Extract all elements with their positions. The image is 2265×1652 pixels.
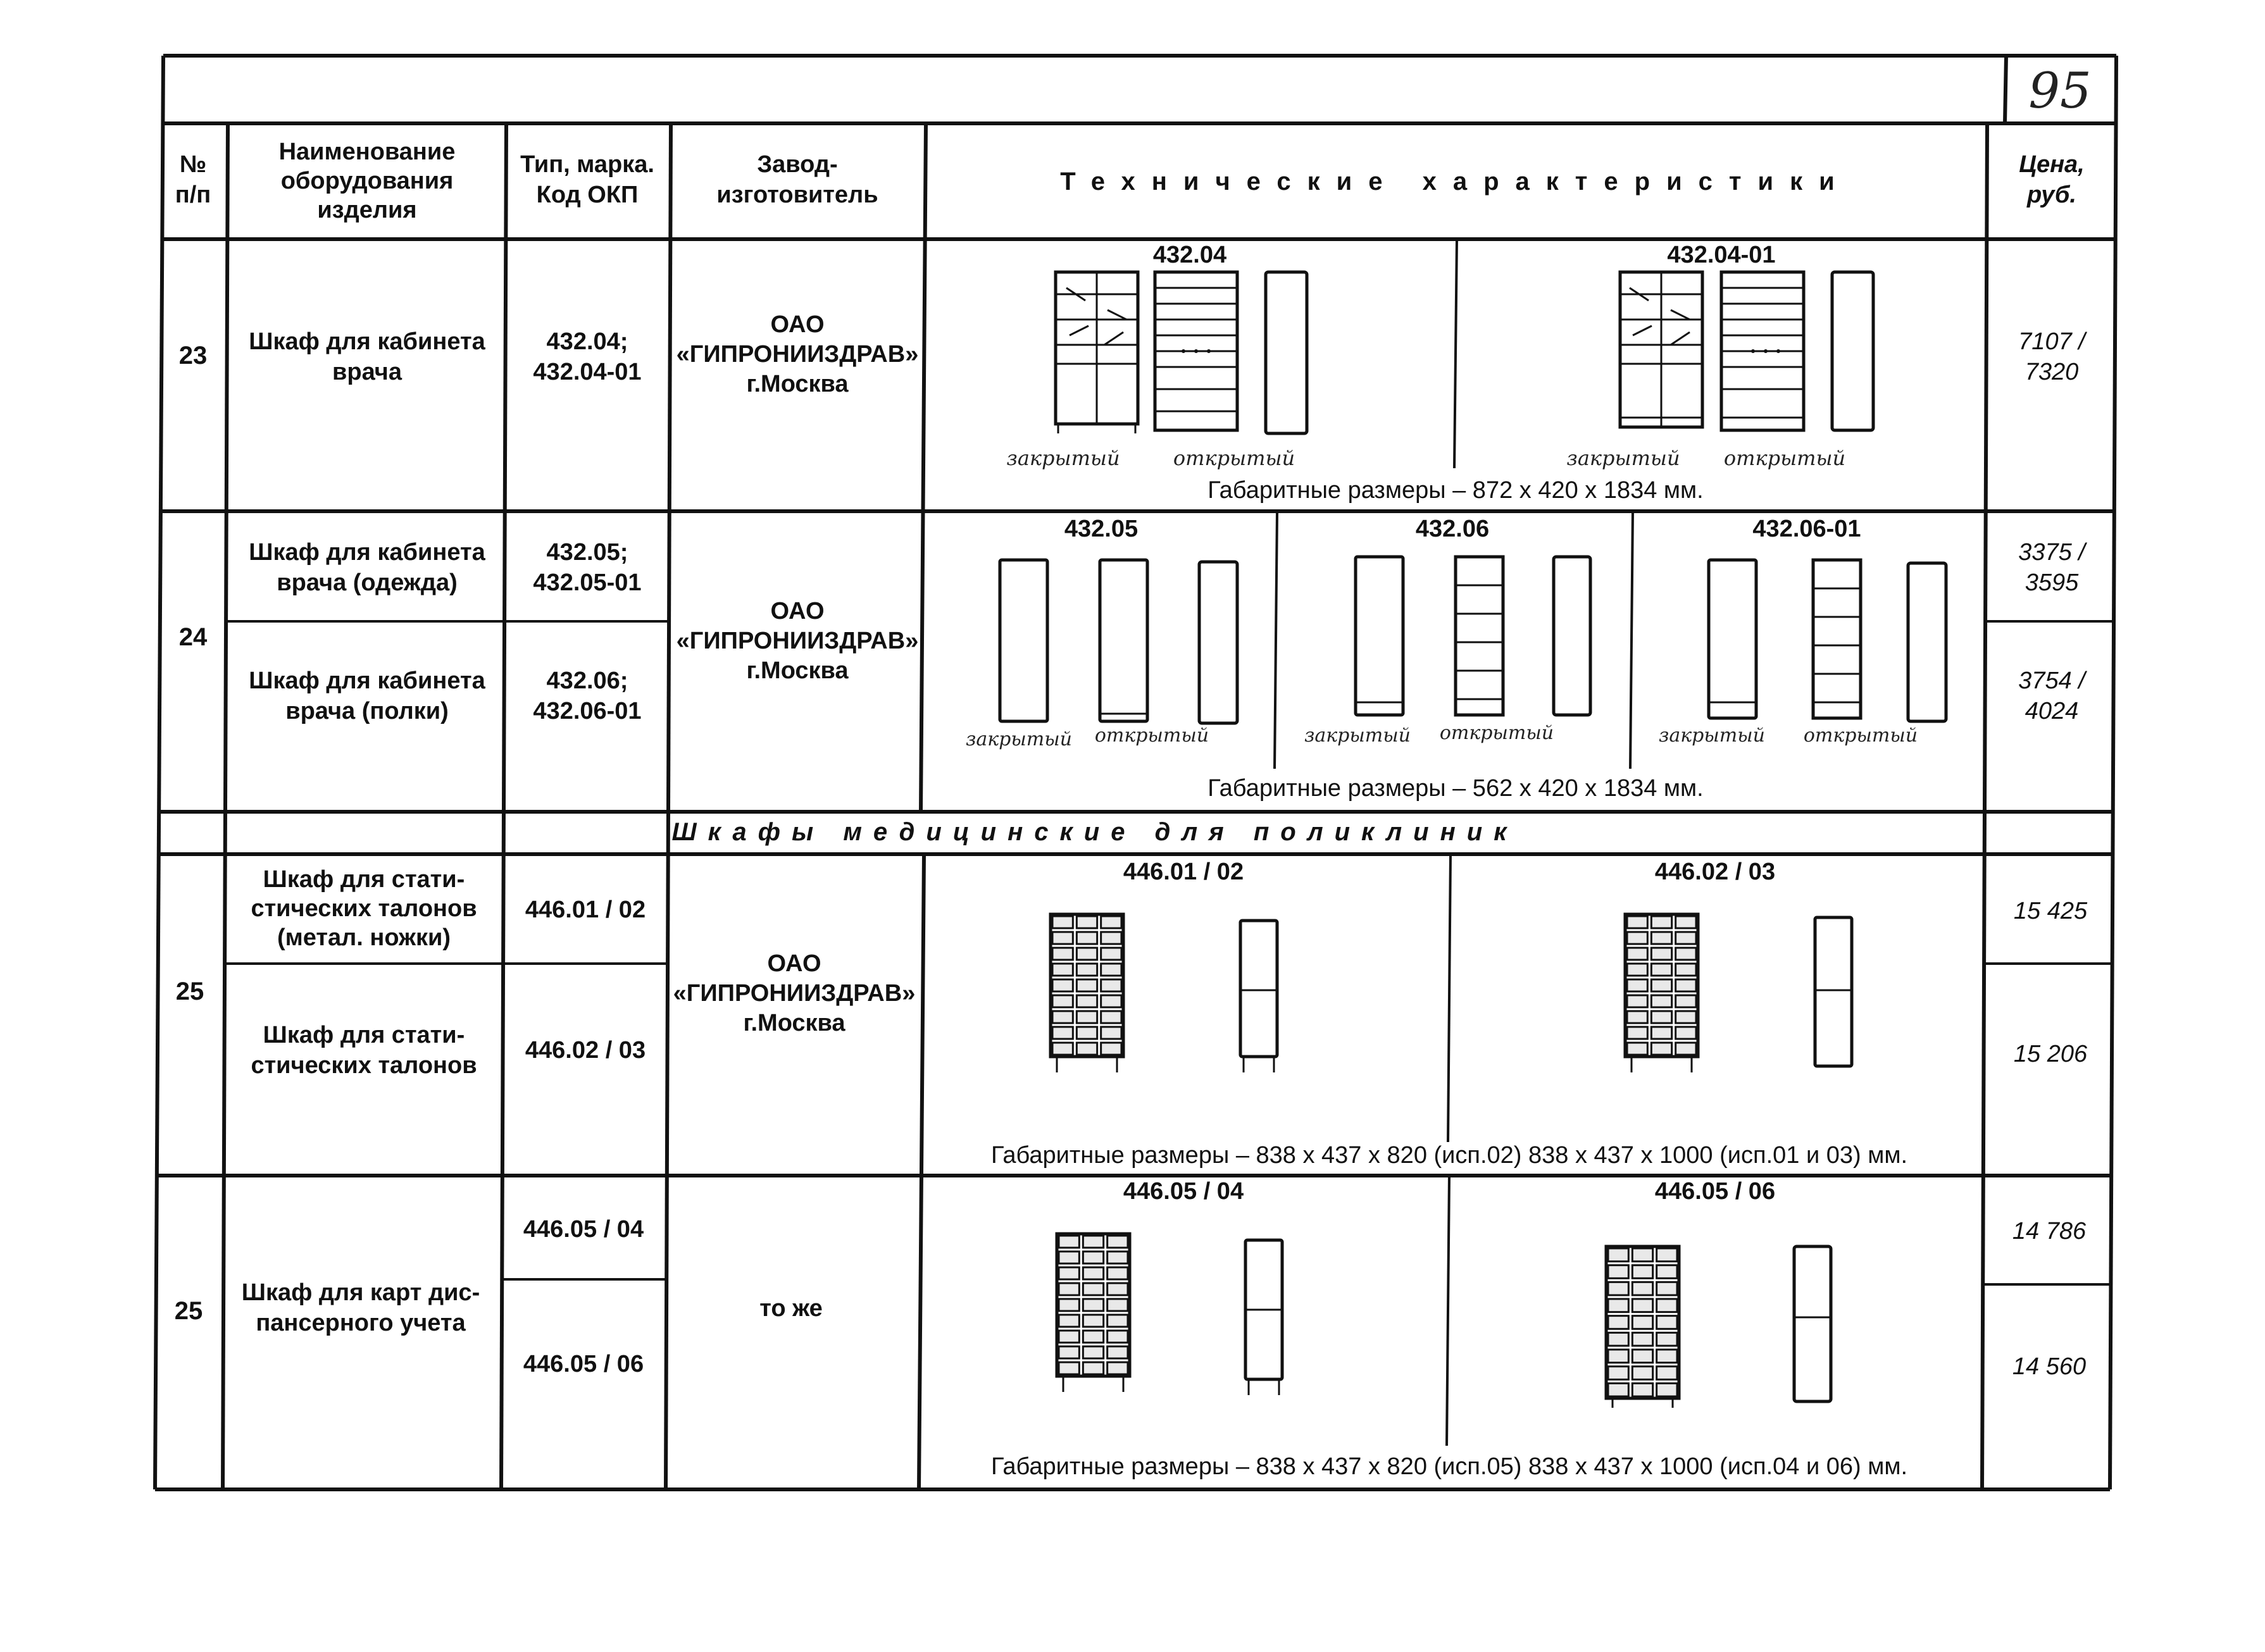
drawer-cell [1676,932,1696,944]
header-name-line2: оборудования [280,168,454,194]
caption-closed: закрытый [1304,724,1411,747]
model-label: 446.05 / 06 [1654,1178,1776,1205]
drawer-cell [1101,964,1121,976]
price-line2: 7320 [2025,359,2079,385]
cabinet-432-04-01-open-drawing [1721,272,1804,430]
drawer-cell [1627,916,1647,928]
item-name-line1: Шкаф для стати- [263,1022,465,1048]
table-row [176,859,2088,1169]
drawer-cell [1627,1043,1647,1055]
row-number: 24 [178,623,208,651]
header-name-line1: Наименование [278,139,456,165]
drawer-cell [1076,948,1097,960]
drawer-cell [1108,1331,1128,1343]
drawer-cell [1608,1367,1628,1380]
drawer-cell [1627,1027,1647,1039]
header-type-line2: Код ОКП [536,182,639,208]
drawer-cell [1052,932,1073,944]
drawer-cell [1657,1299,1677,1312]
maker-line1: ОАО [767,950,821,977]
cabinet-432-06-closed-drawing [1356,557,1403,715]
maker: то же [759,1295,823,1322]
header-num-line2: п/п [175,182,211,208]
cabinet-432-06-open-drawing [1456,557,1503,715]
drawer-cell [1108,1346,1128,1358]
price: 15 425 [2013,898,2088,924]
drawer-cell [1052,979,1073,991]
caption-closed: закрытый [1658,724,1766,747]
drawer-cell [1083,1267,1103,1279]
section-title: Шкафы медицинские для поликлиник [671,818,1518,846]
header-price-line2: руб. [2027,182,2076,208]
drawer-cell [1651,948,1671,960]
model-label: 446.05 / 04 [1123,1178,1244,1205]
dimensions-text: Габаритные размеры – 838 х 437 х 820 (исп.02) 838 х 437 х 1000 (исп.01 и 03) мм. [990,1142,1908,1169]
model-label: 432.06-01 [1752,516,1861,542]
drawer-cell [1052,964,1073,976]
header-tech: Технические характеристики [1060,168,1851,196]
cabinet-432-04-side-drawing [1266,272,1307,433]
drawer-cell [1101,979,1121,991]
cabinet-446-05-06-side-drawing [1794,1246,1831,1401]
header-maker-line2: изготовитель [716,182,878,208]
drawer-cell [1076,1011,1097,1023]
item-type: 446.02 / 03 [525,1037,646,1064]
drawer-cell [1083,1299,1103,1311]
caption-closed: закрытый [1566,446,1680,470]
item-type: 446.05 / 04 [523,1216,644,1243]
drawer-cell [1101,1027,1121,1039]
drawer-cell [1676,964,1696,976]
maker-line2: «ГИПРОНИИЗДРАВ» [676,341,919,368]
drawer-cell [1657,1265,1677,1279]
drawer-cell [1657,1383,1677,1396]
drawer-cell [1632,1265,1652,1279]
drawer-cell [1108,1283,1128,1295]
drawer-cell [1676,1011,1696,1023]
cabinet-446-05-04-front-drawing [1057,1234,1130,1392]
cabinet-432-06-01-open-drawing [1813,560,1861,718]
caption-open: открытый [1803,724,1918,747]
dimensions-text: Габаритные размеры – 838 х 437 х 820 (исп.05) 838 х 437 х 1000 (исп.04 и 06) мм. [990,1453,1908,1480]
cabinet-446-05-04-side-drawing [1245,1240,1282,1395]
price: 14 786 [2012,1218,2087,1245]
model-label: 432.05 [1064,516,1139,542]
cabinet-446-05-06-front-drawing [1606,1246,1679,1408]
drawer-cell [1657,1332,1677,1346]
drawer-cell [1627,964,1647,976]
drawer-cell [1052,995,1073,1007]
model-label: 432.06 [1415,516,1490,542]
drawer-cell [1627,1011,1647,1023]
drawer-cell [1101,916,1121,928]
item-type-line2: 432.05-01 [533,569,642,596]
cabinet-432-05-closed-drawing [1000,560,1047,721]
table-row [179,516,2088,802]
drawer-cell [1083,1346,1103,1358]
drawer-cell [1632,1248,1652,1262]
drawer-cell [1101,995,1121,1007]
drawer-cell [1083,1362,1103,1374]
drawer-cell [1657,1367,1677,1380]
item-name-line2: пансерного учета [256,1310,466,1336]
drawer-cell [1076,979,1097,991]
header-name-line3: изделия [317,197,417,223]
cabinet-432-04-open-drawing [1155,272,1237,430]
drawer-cell [1076,932,1097,944]
cabinet-432-04-01-side-drawing [1832,272,1873,430]
drawer-cell [1076,1043,1097,1055]
maker-line3: г.Москва [743,1010,845,1036]
item-name-line2: врача [332,359,402,385]
price-line1: 3375 / [2018,539,2085,566]
price-line2: 4024 [2025,698,2079,724]
drawer-cell [1059,1331,1079,1343]
drawer-cell [1076,916,1097,928]
page-number: 95 [2028,63,2092,120]
model-label: 432.04 [1152,242,1227,268]
caption-open: открытый [1094,724,1209,747]
drawer-cell [1059,1362,1079,1374]
drawer-cell [1052,916,1073,928]
drawer-cell [1108,1299,1128,1311]
drawer-cell [1108,1315,1128,1327]
cabinet-432-06-01-closed-drawing [1709,560,1756,718]
item-name-line1: Шкаф для кабинета [249,539,485,566]
cabinet-432-06-01-side-drawing [1908,563,1946,721]
header-type-line1: Тип, марка. [520,151,654,178]
price-line1: 3754 / [2018,668,2085,694]
dimensions-text: Габаритные размеры – 872 х 420 х 1834 мм. [1207,477,1704,504]
cabinet-446-01-side-drawing [1240,921,1277,1072]
drawer-cell [1651,916,1671,928]
drawer-cell [1651,1011,1671,1023]
drawer-cell [1608,1332,1628,1346]
drawer-cell [1676,979,1696,991]
drawer-cell [1627,932,1647,944]
item-type-line2: 432.06-01 [533,698,642,724]
caption-open: открытый [1439,722,1554,744]
caption-open: открытый [1173,446,1295,470]
price-line1: 7107 / [2018,328,2085,355]
maker-line1: ОАО [770,598,825,624]
drawer-cell [1651,979,1671,991]
drawer-cell [1651,964,1671,976]
price-line2: 3595 [2025,569,2079,596]
drawer-cell [1083,1251,1103,1264]
drawer-cell [1052,1011,1073,1023]
drawer-cell [1608,1350,1628,1363]
drawer-cell [1676,1043,1696,1055]
cabinet-432-04-closed-drawing [1056,272,1138,433]
drawer-cell [1657,1248,1677,1262]
maker-line2: «ГИПРОНИИЗДРАВ» [676,628,919,654]
drawer-cell [1608,1265,1628,1279]
drawer-cell [1108,1251,1128,1264]
item-name-line3: (метал. ножки) [277,924,451,951]
drawer-cell [1108,1236,1128,1248]
model-label: 432.04-01 [1667,242,1776,268]
drawer-cell [1108,1267,1128,1279]
cabinet-446-02-front-drawing [1625,914,1698,1072]
item-name-line1: Шкаф для карт дис- [241,1279,480,1306]
drawer-cell [1052,948,1073,960]
price: 14 560 [2012,1353,2087,1380]
drawer-cell [1083,1236,1103,1248]
table-header [175,139,2085,223]
drawer-cell [1632,1299,1652,1312]
cabinet-446-02-side-drawing [1815,917,1852,1066]
item-name-line1: Шкаф для стати- [263,866,465,893]
maker-line1: ОАО [770,311,825,338]
caption-open: открытый [1723,446,1846,470]
row-number: 23 [178,342,208,370]
dimensions-text: Габаритные размеры – 562 х 420 х 1834 мм. [1207,775,1704,802]
drawer-cell [1608,1316,1628,1329]
caption-closed: закрытый [965,728,1073,750]
item-name-line2: врача (одежда) [277,569,458,596]
drawer-cell [1083,1315,1103,1327]
drawer-cell [1608,1248,1628,1262]
drawer-cell [1108,1362,1128,1374]
model-label: 446.02 / 03 [1654,859,1776,885]
drawer-cell [1651,932,1671,944]
drawer-cell [1101,1011,1121,1023]
drawer-cell [1632,1367,1652,1380]
item-name-line2: стических талонов [251,895,477,922]
cabinet-446-01-front-drawing [1051,914,1123,1072]
drawer-cell [1059,1299,1079,1311]
maker-line3: г.Москва [746,657,849,684]
cabinet-432-06-side-drawing [1554,557,1590,715]
drawer-cell [1083,1331,1103,1343]
drawer-cell [1632,1383,1652,1396]
drawer-cell [1657,1350,1677,1363]
drawer-cell [1059,1267,1079,1279]
item-type-line1: 432.05; [546,539,628,566]
item-name-line1: Шкаф для кабинета [249,328,485,355]
item-name-line2: стических талонов [251,1052,477,1079]
header-num-line1: № [179,151,207,178]
drawer-cell [1608,1282,1628,1295]
table-row [175,1178,2087,1480]
drawer-cell [1059,1283,1079,1295]
item-type: 446.01 / 02 [525,897,646,923]
row-number: 25 [175,978,204,1005]
item-type-line1: 432.04; [546,328,628,355]
model-label: 446.01 / 02 [1123,859,1244,885]
drawer-cell [1627,979,1647,991]
drawer-cell [1657,1282,1677,1295]
drawer-cell [1632,1282,1652,1295]
drawer-cell [1101,932,1121,944]
item-type-line1: 432.06; [546,668,628,694]
drawer-cell [1676,1027,1696,1039]
drawer-cell [1608,1383,1628,1396]
drawer-cell [1627,948,1647,960]
cabinet-432-04-01-closed-drawing [1620,272,1702,427]
drawer-cell [1676,995,1696,1007]
drawer-cell [1651,995,1671,1007]
drawer-cell [1651,1027,1671,1039]
price: 15 206 [2013,1041,2088,1067]
drawer-cell [1059,1236,1079,1248]
drawer-cell [1052,1043,1073,1055]
item-name-line1: Шкаф для кабинета [249,668,485,694]
header-price-line1: Цена, [2019,151,2085,178]
item-type: 446.05 / 06 [523,1351,644,1377]
drawer-cell [1632,1332,1652,1346]
drawer-cell [1059,1315,1079,1327]
drawer-cell [1076,964,1097,976]
drawer-cell [1101,948,1121,960]
drawer-cell [1676,916,1696,928]
drawer-cell [1651,1043,1671,1055]
drawer-cell [1059,1346,1079,1358]
caption-closed: закрытый [1006,446,1120,470]
maker-line2: «ГИПРОНИИЗДРАВ» [673,980,916,1007]
cabinet-432-05-open-drawing [1100,560,1147,721]
drawer-cell [1076,1027,1097,1039]
drawer-cell [1632,1316,1652,1329]
maker-line3: г.Москва [746,371,849,397]
drawer-cell [1627,995,1647,1007]
drawer-cell [1076,995,1097,1007]
drawer-cell [1083,1283,1103,1295]
item-name-line2: врача (полки) [285,698,449,724]
header-maker-line1: Завод- [757,151,838,178]
item-type-line2: 432.04-01 [533,359,642,385]
drawer-cell [1657,1316,1677,1329]
drawer-cell [1608,1299,1628,1312]
drawer-cell [1059,1251,1079,1264]
cabinet-432-05-side-drawing [1199,562,1237,723]
drawer-cell [1632,1350,1652,1363]
table-row [179,242,2088,504]
drawer-cell [1101,1043,1121,1055]
row-number: 25 [174,1297,203,1325]
drawer-cell [1676,948,1696,960]
drawer-cell [1052,1027,1073,1039]
